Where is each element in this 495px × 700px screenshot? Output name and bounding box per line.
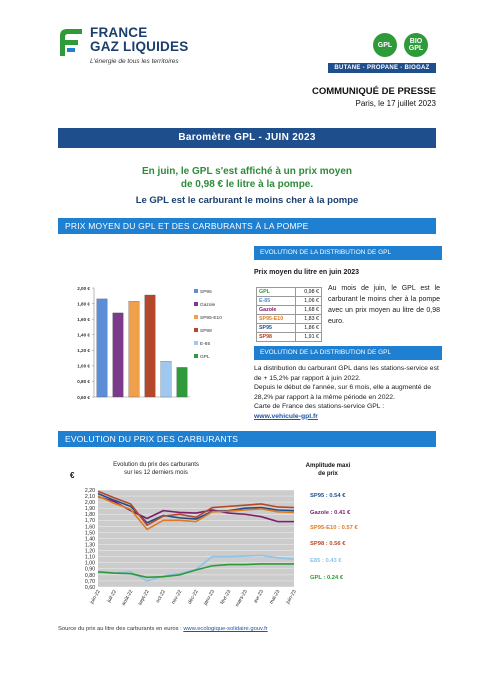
subsection-title-1: EVOLUTION DE LA DISTRIBUTION DE GPL — [254, 246, 442, 260]
line-y-tick-label: 2,10 — [84, 493, 95, 500]
bar-y-tick-label: 0,60 € — [77, 394, 90, 400]
line-x-tick-label: juin-22 — [89, 589, 102, 606]
source-link[interactable]: www.ecologique-solidaire.gouv.fr — [183, 626, 268, 632]
line-x-tick-label: juin-23 — [285, 589, 298, 606]
brand-tagline: L'énergie de tous les territoires — [90, 58, 179, 65]
line-y-tick-label: 1,70 — [84, 518, 95, 525]
line-y-tick-label: 1,00 — [84, 560, 95, 567]
lead-subtext: Le GPL est le carburant le moins cher à la pompe — [135, 195, 359, 206]
price-row — [257, 306, 322, 315]
price-label: Gazole — [257, 306, 296, 315]
price-label: SP95-E10 — [257, 315, 296, 324]
bar-y-tick-label: 1,00 € — [77, 363, 90, 369]
price-value: 1,68 € — [295, 306, 321, 315]
line-y-tick-label: 1,20 — [84, 548, 95, 555]
bar-legend-swatch — [194, 341, 198, 345]
distribution-paragraph: La distribution du carburant GPL dans les stations-service est de + 15,2% par rapport à juin 2022. Depuis le début de l'année, sur 6 mois, elle a augmenté de 28,2% par rapport à la même période en 2022. Carte de France des stations-service GPL : www.vehicule-gpl.fr — [254, 365, 439, 420]
section-prix-moyen-title: PRIX MOYEN DU GPL ET DES CARBURANTS À LA POMPE — [58, 218, 436, 234]
bar-y-tick-label: 0,80 € — [77, 379, 90, 385]
price-label: SP95 — [257, 324, 296, 333]
price-value: 1,06 € — [295, 297, 321, 306]
line-y-tick-label: 1,80 — [84, 512, 95, 519]
amplitude-title: Amplitude maxi — [305, 463, 351, 469]
line-x-tick-label: déc-22 — [186, 589, 200, 606]
line-y-tick-label: 0,70 — [84, 578, 95, 585]
price-table-title: Prix moyen du litre en juin 2023 — [254, 269, 360, 276]
bar-legend-swatch — [194, 315, 198, 319]
amplitude-title-2: de prix — [318, 471, 338, 477]
line-y-tick-label: 1,10 — [84, 554, 95, 561]
price-value: 1,86 € — [295, 324, 321, 333]
line-x-tick-label: nov-22 — [170, 589, 184, 606]
bar-legend-label: SP98 — [200, 328, 212, 334]
amplitude-label: SP95 : 0.54 € — [310, 493, 346, 499]
line-y-tick-label: 1,60 — [84, 524, 95, 531]
source-note: Source du prix au litre des carburants en euros : www.ecologique-solidaire.gouv.fr — [58, 626, 268, 632]
line-y-tick-label: 2,00 — [84, 500, 95, 507]
price-label: E-85 — [257, 297, 296, 306]
bar-legend-label: GPL — [200, 354, 210, 360]
line-x-tick-label: oct-22 — [154, 589, 168, 605]
line-x-tick-label: août-22 — [120, 589, 135, 607]
bar-legend-swatch — [194, 354, 198, 358]
page-title-banner: Baromètre GPL - JUIN 2023 — [58, 128, 436, 148]
line-y-unit: € — [70, 471, 75, 480]
price-row — [257, 324, 322, 333]
bar-sp95-e10 — [129, 301, 140, 397]
bar-legend-swatch — [194, 302, 198, 306]
line-y-tick-label: 2,20 — [84, 487, 95, 494]
bar-legend-swatch — [194, 328, 198, 332]
amplitude-label: SP95-E10 : 0.57 € — [310, 525, 358, 531]
press-release-title: COMMUNIQUÉ DE PRESSE — [311, 86, 436, 97]
lead-text: En juin, le GPL s'est affiché à un prix moyen de 0,98 € le litre à la pompe. — [141, 166, 353, 190]
bar-legend-swatch — [194, 289, 198, 293]
bar-legend-label: E-85 — [200, 341, 211, 347]
france-gaz-liquides-logo-icon — [58, 26, 84, 58]
bar-gpl — [177, 367, 188, 397]
energy-band: BUTANE - PROPANE - BIOGAZ — [328, 63, 436, 73]
bar-sp95 — [97, 299, 108, 397]
vehicule-gpl-link[interactable]: www.vehicule-gpl.fr — [254, 412, 318, 420]
line-chart-subtitle: sur les 12 derniers mois — [124, 470, 188, 476]
amplitude-label: E85 : 0.43 € — [310, 558, 342, 564]
amplitude-label: Gazole : 0.41 € — [310, 510, 351, 516]
price-value: 0,98 € — [295, 288, 321, 297]
price-value: 1,83 € — [295, 315, 321, 324]
amplitude-label: GPL : 0.24 € — [310, 575, 344, 581]
price-label: SP98 — [257, 333, 296, 342]
bar-legend-label: SP95-E10 — [200, 315, 222, 321]
brand-name: FRANCE GAZ LIQUIDES — [90, 25, 189, 54]
line-x-tick-label: mai-23 — [268, 589, 282, 606]
line-chart-title: Evolution du prix des carburants — [113, 462, 199, 468]
price-row — [257, 333, 322, 342]
price-row — [257, 297, 322, 306]
line-x-tick-label: janv-23 — [202, 589, 217, 607]
line-y-tick-label: 1,40 — [84, 536, 95, 543]
press-release-date: Paris, le 17 juillet 2023 — [355, 99, 436, 108]
line-x-tick-label: sept-22 — [137, 589, 151, 607]
price-value: 1,91 € — [295, 333, 321, 342]
biogpl-badge-icon: BIO GPL — [404, 33, 428, 57]
bar-legend-label: Gazole — [200, 302, 216, 308]
bar-gazole — [113, 313, 124, 397]
line-y-tick-label: 0,90 — [84, 566, 95, 573]
bar-y-tick-label: 1,60 € — [77, 316, 90, 322]
line-y-tick-label: 1,90 — [84, 506, 95, 513]
section-evolution-title: EVOLUTION DU PRIX DES CARBURANTS — [58, 431, 436, 447]
subsection-title-2: EVOLUTION DE LA DISTRIBUTION DE GPL — [254, 346, 442, 360]
line-x-tick-label: juil-22 — [106, 589, 119, 604]
bar-legend-label: SP95 — [200, 289, 212, 295]
gpl-summary-paragraph: Au mois de juin, le GPL est le carburant le moins cher à la pompe avec un prix moyen au litre de 0,98 euro. — [328, 285, 440, 325]
price-row — [257, 315, 322, 324]
line-x-tick-label: mars-23 — [234, 589, 249, 608]
bar-y-tick-label: 1,80 € — [77, 301, 90, 307]
line-x-tick-label: avr-23 — [252, 589, 266, 605]
line-y-tick-label: 0,60 — [84, 584, 95, 591]
line-chart-evolution — [58, 452, 442, 622]
price-table — [256, 287, 322, 342]
line-y-tick-label: 1,50 — [84, 530, 95, 537]
price-row — [257, 288, 322, 297]
line-y-tick-label: 0,80 — [84, 572, 95, 579]
bar-e-85 — [161, 361, 172, 397]
bar-sp98 — [145, 295, 156, 397]
bar-y-tick-label: 1,20 € — [77, 348, 90, 354]
price-label: GPL — [257, 288, 296, 297]
bar-y-tick-label: 1,40 € — [77, 332, 90, 338]
amplitude-label: SP98 : 0.56 € — [310, 541, 346, 547]
gpl-badge-icon: GPL — [373, 33, 397, 57]
line-x-tick-label: févr-23 — [219, 589, 233, 606]
bar-chart-prix-moyen — [58, 280, 248, 405]
bar-y-tick-label: 2,00 € — [77, 285, 90, 291]
line-y-tick-label: 1,30 — [84, 542, 95, 549]
